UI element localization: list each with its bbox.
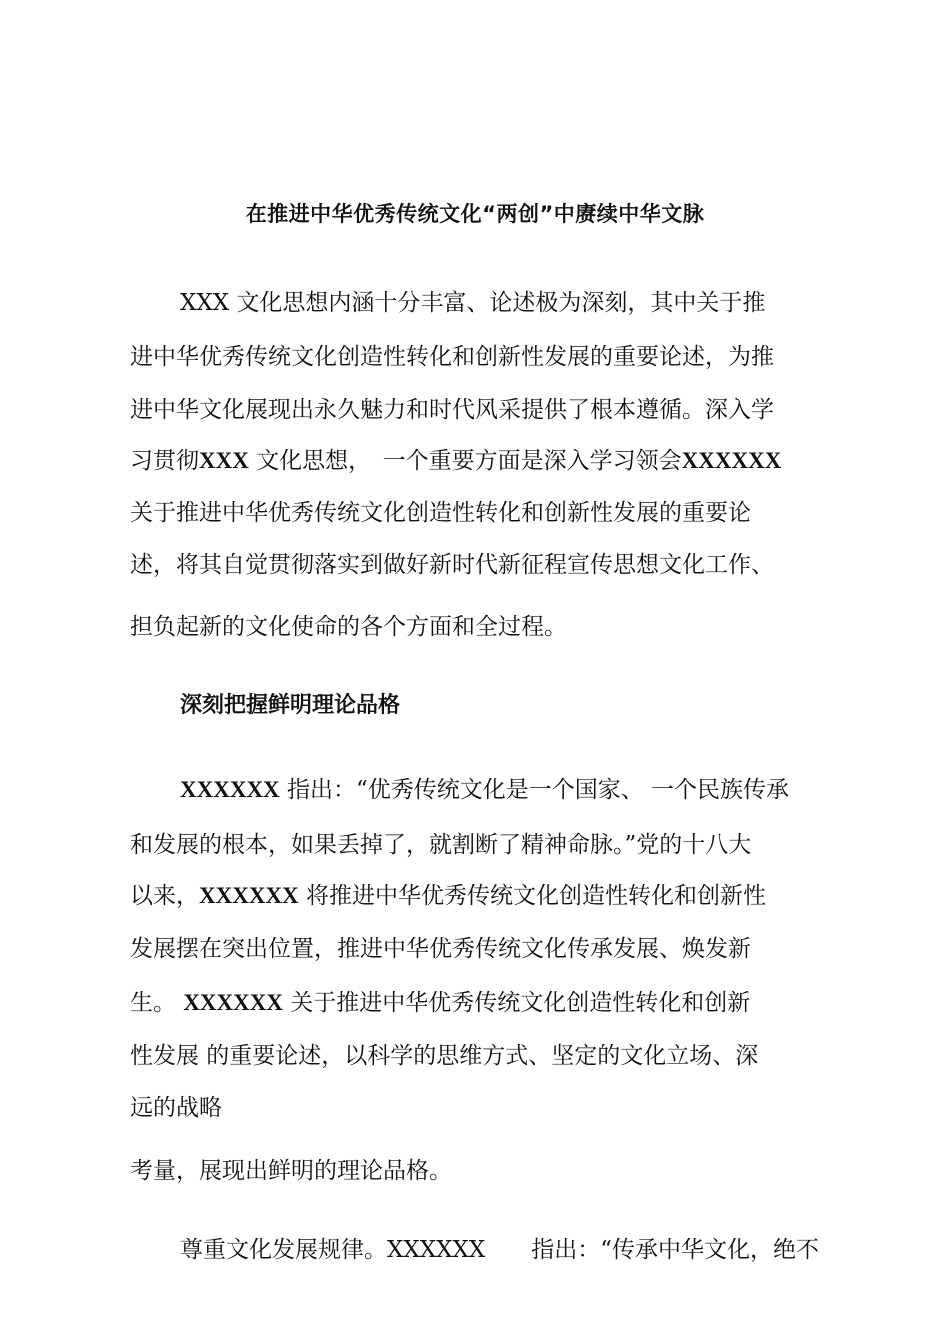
text-segment: 习贯彻	[130, 448, 199, 474]
paragraph-line	[180, 1231, 819, 1264]
text-segment: 文化思想内涵十分丰富、论述极为深刻，其中关于推	[229, 290, 766, 316]
paragraph-line: 进中华文化展现出永久魅力和时代风采提供了根本遵循。深入学	[130, 397, 774, 423]
paragraph-line: 担负起新的文化使命的各个方面和全过程。	[130, 614, 567, 640]
bold-text: XXXXXX	[681, 448, 782, 473]
text-segment: 指出：“传承中华文化，绝不	[485, 1237, 820, 1263]
paragraph-line: 远的战略	[130, 1095, 222, 1121]
document-title: 在推进中华优秀传统文化“两创”中赓续中华文脉	[245, 202, 705, 226]
paragraph-line	[130, 877, 766, 910]
paragraph-line: 性发展 的重要论述，以科学的思维方式、坚定的文化立场、深	[130, 1043, 759, 1069]
text-segment: 以来，	[130, 883, 199, 909]
text-segment: 尊重文化发展规律。	[180, 1237, 387, 1263]
text-segment: XXXXXX	[387, 1237, 486, 1263]
paragraph-line: 和发展的根本，如果丢掉了，就割断了精神命脉。”党的十八大	[130, 832, 752, 858]
paragraph-line: 考量，展现出鲜明的理论品格。	[130, 1158, 452, 1184]
paragraph-line	[180, 771, 789, 804]
paragraph-line: 关于推进中华优秀传统文化创造性转化和创新性发展的重要论	[130, 500, 751, 526]
paragraph-line: 进中华优秀传统文化创造性转化和创新性发展的重要论述，为推	[130, 344, 774, 370]
paragraph-line	[130, 442, 781, 475]
bold-text: XXXXXX	[199, 883, 299, 908]
paragraph-line: 发展摆在突出位置，推进中华优秀传统文化传承发展、焕发新	[130, 936, 751, 962]
text-segment: 关于推进中华优秀传统文化创造性转化和创新	[282, 990, 751, 1016]
paragraph-line: 述，将其自觉贯彻落实到做好新时代新征程宣传思想文化工作、	[130, 552, 774, 578]
section-heading: 深刻把握鲜明理论品格	[180, 693, 401, 718]
bold-text: XXX	[199, 448, 249, 473]
bold-text: XXXXXX	[180, 777, 280, 802]
text-segment: 文化思想， 一个重要方面是深入学习领会	[248, 448, 682, 474]
text-segment: 生。	[130, 990, 184, 1016]
bold-text: XXXXXX	[183, 990, 283, 1015]
text-segment: 指出：“优秀传统文化是一个国家、 一个民族传承	[279, 777, 790, 803]
text-segment: 将推进中华优秀传统文化创造性转化和创新性	[298, 883, 766, 909]
text-segment: XXX	[180, 290, 230, 316]
paragraph-line	[180, 284, 765, 317]
paragraph-line	[130, 984, 750, 1017]
